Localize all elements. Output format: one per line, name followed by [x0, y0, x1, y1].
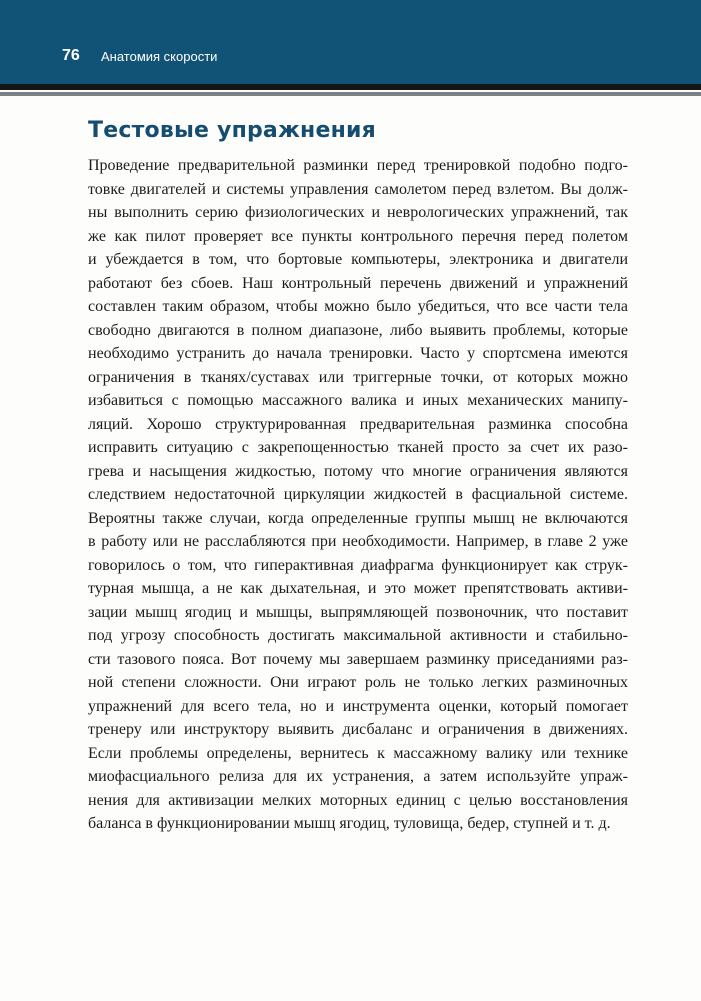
paragraph-line: исправить ситуацию с закрепощенностью тканей просто за счет их разо- — [88, 439, 628, 456]
paragraph-line: тренеру или инструктору выявить дисбаланс и ограничения в движениях. — [88, 721, 628, 738]
paragraph-line: товке двигателей и системы управления самолетом перед взлетом. Вы долж- — [88, 180, 628, 198]
paragraph-line: миофасциального релиза для их устранения, а затем используйте упраж- — [88, 768, 628, 785]
paragraph-line: и убеждается в том, что бортовые компьютеры, электроника и двигатели — [88, 251, 628, 268]
paragraph-line: в работу или не расслабляются при необходимости. Например, в главе 2 уже — [88, 533, 628, 550]
paragraph-line: ны выполнить серию физиологических и неврологических упражнений, так — [88, 204, 628, 221]
paragraph-line: Проведение предварительной разминки перед тренировкой подобно подго- — [88, 157, 628, 174]
paragraph-line: Если проблемы определены, вернитесь к массажному валику или технике — [88, 744, 628, 762]
paragraph-line: следствием недостаточной циркуляции жидкостей в фасциальной системе. — [88, 486, 628, 503]
paragraph-line: сти тазового пояса. Вот почему мы завершаем разминку приседаниями раз- — [88, 650, 628, 668]
header-rule-gray — [0, 92, 701, 96]
paragraph-line: свободно двигаются в полном диапазоне, либо выявить проблемы, которые — [88, 321, 628, 339]
section-title: Тестовые упражнения — [88, 118, 376, 143]
paragraph-line: упражнений для всего тела, но и инструмента оценки, который помогает — [88, 697, 628, 715]
paragraph-line: необходимо устранить до начала тренировки. Часто у спортсмена имеются — [88, 345, 628, 362]
page-number: 76 — [62, 47, 80, 64]
paragraph-line: Вероятны также случаи, когда определенные группы мышц не включаются — [88, 509, 628, 527]
paragraph-line: составлен таким образом, чтобы можно было убедиться, что все части тела — [88, 298, 628, 315]
paragraph-line: турная мышца, а не как дыхательная, и это может препятствовать активи- — [88, 580, 628, 597]
paragraph-line: ограничения в тканях/суставах или триггерные точки, от которых можно — [88, 368, 628, 386]
body-paragraph — [88, 154, 628, 836]
paragraph-line: баланса в функционировании мышц ягодиц, туловища, бедер, ступней и т. д. — [88, 815, 611, 832]
paragraph-line: грева и насыщения жидкостью, потому что многие ограничения являются — [88, 462, 628, 480]
header-rule-dark — [0, 84, 701, 90]
paragraph-line: же как пилот проверяет все пункты контрольного перечня перед полетом — [88, 227, 628, 245]
paragraph-line: избавиться с помощью массажного валика и иных механических манипу- — [88, 392, 628, 409]
running-title: Анатомия скорости — [101, 49, 218, 64]
paragraph-line: ляций. Хорошо структурированная предварительная разминка способна — [88, 415, 628, 433]
paragraph-line: работают без сбоев. Наш контрольный перечень движений и упражнений — [88, 274, 628, 292]
paragraph-line: говорилось о том, что гиперактивная диафрагма функционирует как струк- — [88, 556, 628, 574]
paragraph-line: под угрозу способность достигать максимальной активности и стабильно- — [88, 627, 628, 644]
paragraph-line: зации мышц ягодиц и мышцы, выпрямляющей позвоночник, что поставит — [88, 603, 628, 621]
paragraph-line: нения для активизации мелких моторных единиц с целью восстановления — [88, 791, 628, 809]
header-band — [0, 0, 701, 84]
paragraph-line: ной степени сложности. Они играют роль не только легких разминочных — [88, 674, 628, 691]
